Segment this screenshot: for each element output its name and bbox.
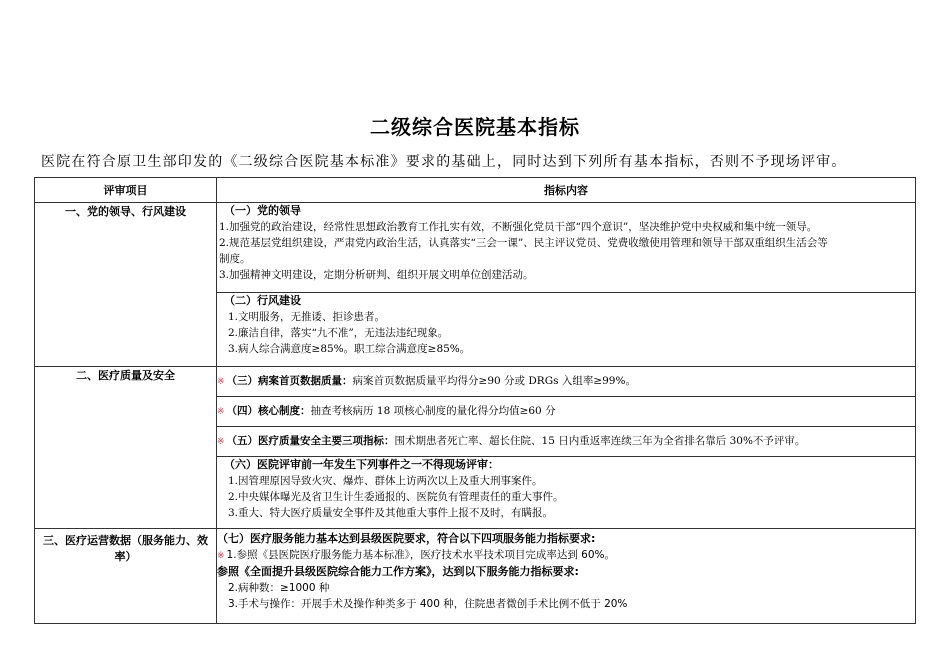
list-item: 1.文明服务，无推诿、拒诊患者。 bbox=[228, 311, 386, 323]
section-subtitle: 参照《全面提升县级医院综合能力工作方案》，达到以下服务能力指标要求: bbox=[217, 565, 579, 578]
list-item: 2.规范基层党组织建设，严肃党内政治生活，认真落实“三会一课”、民主评议党员、党费收缴使用管理和领导干部双重组织生活会等 bbox=[219, 237, 828, 249]
list-item: 2.病种数：≥1000 种 bbox=[228, 582, 330, 594]
section-conduct bbox=[217, 293, 916, 367]
section-record-quality bbox=[217, 367, 916, 397]
section-title: （一）党的领导 bbox=[224, 204, 301, 217]
section-title: （三）病案首页数据质量： bbox=[226, 375, 353, 387]
section-core-system bbox=[217, 397, 916, 427]
section-title: （六）医院评审前一年发生下列事件之一不得现场评审： bbox=[224, 458, 499, 471]
list-item: 3.手术与操作：开展手术及操作种类多于 400 种，住院患者微创手术比例不低于 20% bbox=[228, 598, 628, 610]
page-title: 二级综合医院基本指标 bbox=[370, 115, 580, 139]
category-label: 三、医疗运营数据（服务能力、效 bbox=[43, 534, 208, 547]
section-text: 病案首页数据质量平均得分≥90 分或 DRGs 入组率≥99%。 bbox=[352, 375, 636, 387]
section-text: 围术期患者死亡率、超长住院、15 日内重返率连续三年为全省排名靠后 30%不予评审。 bbox=[394, 435, 806, 447]
table-row bbox=[35, 529, 916, 624]
required-mark-icon: ※ bbox=[217, 437, 225, 447]
required-mark-icon: ※ bbox=[217, 407, 225, 417]
category-operations-data bbox=[35, 529, 217, 624]
intro-paragraph: 医院在符合原卫生部印发的《二级综合医院基本标准》要求的基础上，同时达到下列所有基本指标，否则不予现场评审。 bbox=[41, 154, 847, 170]
section-title: （五）医疗质量安全主要三项指标： bbox=[226, 435, 395, 447]
section-service-capacity bbox=[217, 529, 916, 624]
section-text: 抽查考核病历 18 项核心制度的量化得分均值≥60 分 bbox=[310, 405, 556, 417]
table-row bbox=[35, 203, 916, 293]
section-title: （七）医疗服务能力基本达到县级医院要求，符合以下四项服务能力指标要求: bbox=[217, 532, 596, 545]
list-item: 1.因管理原因导致火灾、爆炸、群体上访两次以上及重大刑事案件。 bbox=[228, 475, 543, 487]
list-item: 3.重大、特大医疗质量安全事件及其他重大事件上报不及时，有瞒报。 bbox=[228, 507, 554, 519]
category-label-continued: 率） bbox=[114, 550, 137, 563]
list-item: 3.病人综合满意度≥85%。职工综合满意度≥85%。 bbox=[228, 343, 471, 355]
section-quality-indicators bbox=[217, 427, 916, 457]
section-title: （二）行风建设 bbox=[224, 294, 301, 307]
category-medical-quality: 二、医疗质量及安全 bbox=[35, 367, 217, 529]
required-mark-icon: ※ bbox=[217, 551, 225, 561]
list-item: 3.加强精神文明建设，定期分析研判、组织开展文明单位创建活动。 bbox=[219, 269, 534, 281]
table-header-row bbox=[35, 178, 916, 203]
required-mark-icon: ※ bbox=[217, 377, 225, 387]
category-party-leadership: 一、党的领导、行风建设 bbox=[35, 203, 217, 367]
header-item: 评审项目 bbox=[35, 178, 217, 203]
section-disqualifying-events bbox=[217, 457, 916, 529]
indicator-table bbox=[34, 177, 916, 624]
list-item: 1.加强党的政治建设，经常性思想政治教育工作扎实有效，不断强化党员干部“四个意识”，坚决维护党中央权威和集中统一领导。 bbox=[219, 221, 818, 233]
list-item-text: 1.参照《县医院医疗服务能力基本标准》，医疗技术水平技术项目完成率达到 60%。 bbox=[226, 549, 615, 561]
section-party-leadership bbox=[217, 203, 916, 293]
list-item: 2.中央媒体曝光及省卫生计生委通报的、医院负有管理责任的重大事件。 bbox=[228, 491, 564, 503]
list-item-continued: 制度。 bbox=[219, 253, 251, 265]
list-item: 2.廉洁自律，落实“九不准”，无违法违纪现象。 bbox=[228, 327, 449, 339]
section-title: （四）核心制度： bbox=[226, 405, 311, 417]
list-item bbox=[217, 547, 915, 564]
table-row bbox=[35, 367, 916, 397]
header-content: 指标内容 bbox=[217, 178, 916, 203]
